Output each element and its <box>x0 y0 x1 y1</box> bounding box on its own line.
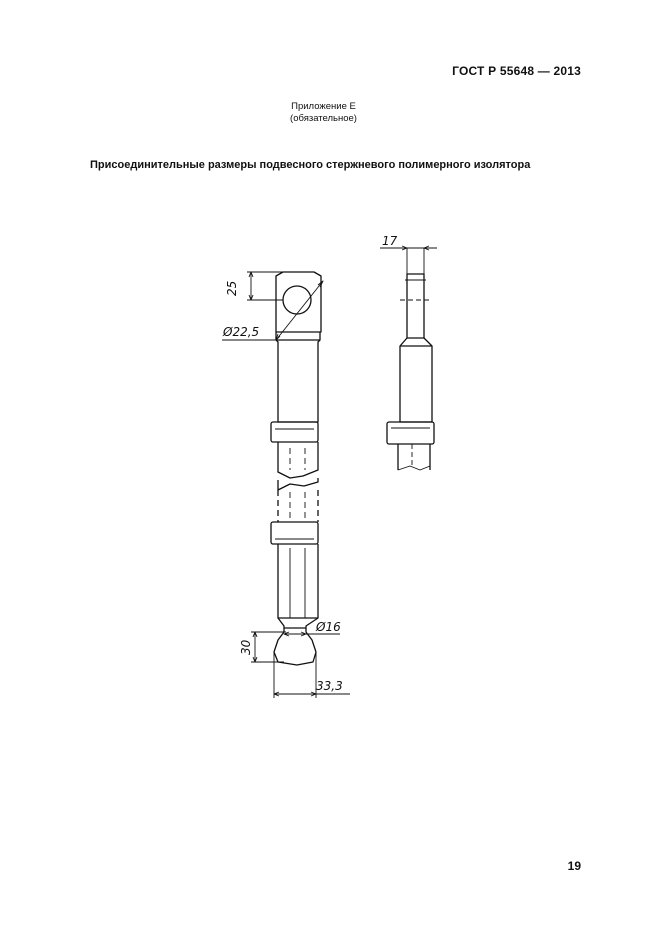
page-number: 19 <box>567 859 581 873</box>
dim-hole-diameter: Ø22,5 <box>223 325 260 339</box>
dim-plate-thickness: 17 <box>382 234 398 248</box>
ball-end <box>274 618 318 665</box>
document-header: ГОСТ Р 55648 — 2013 <box>452 64 581 78</box>
dim-ball-height: 30 <box>239 639 253 655</box>
dim-ball-width: 33,3 <box>316 679 343 693</box>
figure-caption: Присоединительные размеры подвесного стержневого полимерного изолятора <box>90 159 531 171</box>
dim-neck-diameter: Ø16 <box>316 620 341 634</box>
annex-status: (обязательное) <box>290 113 357 124</box>
annex-title: Приложение Е <box>291 101 356 112</box>
upper-fitting <box>276 332 320 422</box>
lower-collar <box>271 522 318 544</box>
eye-plate <box>407 274 424 338</box>
dim-eye-height: 25 <box>225 280 239 296</box>
upper-collar <box>271 422 318 442</box>
lower-fitting <box>278 544 318 618</box>
eye-hole <box>283 286 311 314</box>
side-view <box>387 248 434 470</box>
side-collar <box>387 422 434 444</box>
